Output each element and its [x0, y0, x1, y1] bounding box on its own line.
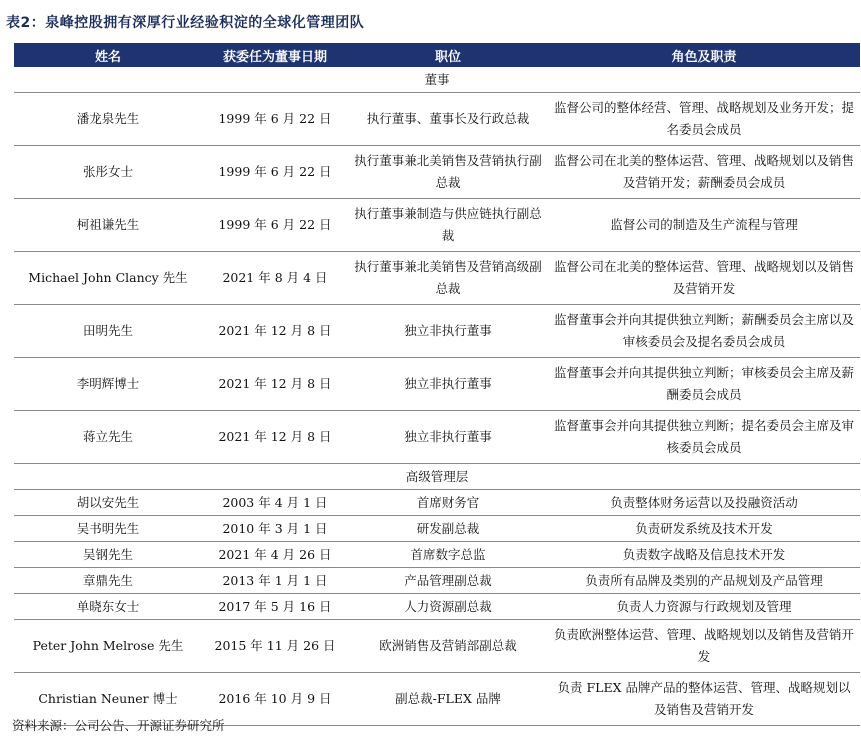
management-team-table [14, 43, 860, 726]
cell-date: 2021 年 12 月 8 日 [202, 411, 348, 464]
cell-position: 独立非执行董事 [348, 411, 548, 464]
cell-role: 负责所有品牌及类别的产品规划及产品管理 [548, 568, 860, 594]
table-row [14, 594, 860, 620]
cell-position: 执行董事兼制造与供应链执行副总裁 [348, 199, 548, 252]
table-row [14, 199, 860, 252]
table-row [14, 490, 860, 516]
table-row [14, 146, 860, 199]
table-row [14, 568, 860, 594]
cell-date: 1999 年 6 月 22 日 [202, 199, 348, 252]
cell-date: 2021 年 12 月 8 日 [202, 358, 348, 411]
cell-role: 负责整体财务运营以及投融资活动 [548, 490, 860, 516]
cell-position: 独立非执行董事 [348, 358, 548, 411]
cell-role: 监督公司的制造及生产流程与管理 [548, 199, 860, 252]
cell-name: 吴书明先生 [14, 516, 202, 542]
cell-position: 独立非执行董事 [348, 305, 548, 358]
table-row [14, 411, 860, 464]
cell-role: 负责欧洲整体运营、管理、战略规划以及销售及营销开发 [548, 620, 860, 673]
cell-position: 欧洲销售及营销部副总裁 [348, 620, 548, 673]
table-row [14, 93, 860, 146]
cell-date: 2017 年 5 月 16 日 [202, 594, 348, 620]
cell-position: 执行董事、董事长及行政总裁 [348, 93, 548, 146]
section-label: 董事 [14, 67, 860, 93]
cell-role: 监督董事会并向其提供独立判断；审核委员会主席及薪酬委员会成员 [548, 358, 860, 411]
section-label: 高级管理层 [14, 464, 860, 490]
cell-role: 监督董事会并向其提供独立判断；薪酬委员会主席以及审核委员会及提名委员会成员 [548, 305, 860, 358]
cell-name: Michael John Clancy 先生 [14, 252, 202, 305]
cell-role: 负责人力资源与行政规划及管理 [548, 594, 860, 620]
cell-name: 吴钢先生 [14, 542, 202, 568]
header-role: 角色及职责 [548, 43, 860, 67]
cell-position: 人力资源副总裁 [348, 594, 548, 620]
cell-position: 执行董事兼北美销售及营销高级副总裁 [348, 252, 548, 305]
cell-name: 柯祖谦先生 [14, 199, 202, 252]
cell-date: 2010 年 3 月 1 日 [202, 516, 348, 542]
cell-name: 胡以安先生 [14, 490, 202, 516]
header-position: 职位 [348, 43, 548, 67]
cell-role: 负责数字战略及信息技术开发 [548, 542, 860, 568]
section-row [14, 464, 860, 490]
table-title: 表2：泉峰控股拥有深厚行业经验积淀的全球化管理团队 [6, 15, 365, 31]
table-row [14, 252, 860, 305]
cell-position: 产品管理副总裁 [348, 568, 548, 594]
cell-name: 张彤女士 [14, 146, 202, 199]
cell-position: 副总裁-FLEX 品牌 [348, 673, 548, 726]
cell-position: 执行董事兼北美销售及营销执行副总裁 [348, 146, 548, 199]
cell-name: 蒋立先生 [14, 411, 202, 464]
cell-role: 监督董事会并向其提供独立判断；提名委员会主席及审核委员会成员 [548, 411, 860, 464]
cell-role: 监督公司在北美的整体运营、管理、战略规划以及销售及营销开发 [548, 252, 860, 305]
cell-date: 2015 年 11 月 26 日 [202, 620, 348, 673]
cell-role: 负责研发系统及技术开发 [548, 516, 860, 542]
cell-date: 1999 年 6 月 22 日 [202, 146, 348, 199]
cell-name: 章鼎先生 [14, 568, 202, 594]
table-row [14, 516, 860, 542]
cell-role: 负责 FLEX 品牌产品的整体运营、管理、战略规划以及销售及营销开发 [548, 673, 860, 726]
table-row [14, 620, 860, 673]
cell-name: Christian Neuner 博士 [14, 673, 202, 726]
table-row [14, 542, 860, 568]
cell-name: 单晓东女士 [14, 594, 202, 620]
cell-role: 监督公司的整体经营、管理、战略规划及业务开发；提名委员会成员 [548, 93, 860, 146]
cell-name: 田明先生 [14, 305, 202, 358]
cell-date: 2021 年 8 月 4 日 [202, 252, 348, 305]
table-header-row [14, 43, 860, 67]
cell-position: 研发副总裁 [348, 516, 548, 542]
cell-name: 李明辉博士 [14, 358, 202, 411]
cell-date: 2021 年 12 月 8 日 [202, 305, 348, 358]
cell-name: Peter John Melrose 先生 [14, 620, 202, 673]
cell-date: 2016 年 10 月 9 日 [202, 673, 348, 726]
table-row [14, 358, 860, 411]
cell-date: 2013 年 1 月 1 日 [202, 568, 348, 594]
table-row [14, 305, 860, 358]
cell-date: 2021 年 4 月 26 日 [202, 542, 348, 568]
source-note: 资料来源：公司公告、开源证券研究所 [12, 718, 225, 733]
cell-position: 首席财务官 [348, 490, 548, 516]
cell-position: 首席数字总监 [348, 542, 548, 568]
cell-date: 2003 年 4 月 1 日 [202, 490, 348, 516]
header-date: 获委任为董事日期 [202, 43, 348, 67]
cell-date: 1999 年 6 月 22 日 [202, 93, 348, 146]
header-name: 姓名 [14, 43, 202, 67]
section-row [14, 67, 860, 93]
cell-name: 潘龙泉先生 [14, 93, 202, 146]
cell-role: 监督公司在北美的整体运营、管理、战略规划以及销售及营销开发；薪酬委员会成员 [548, 146, 860, 199]
